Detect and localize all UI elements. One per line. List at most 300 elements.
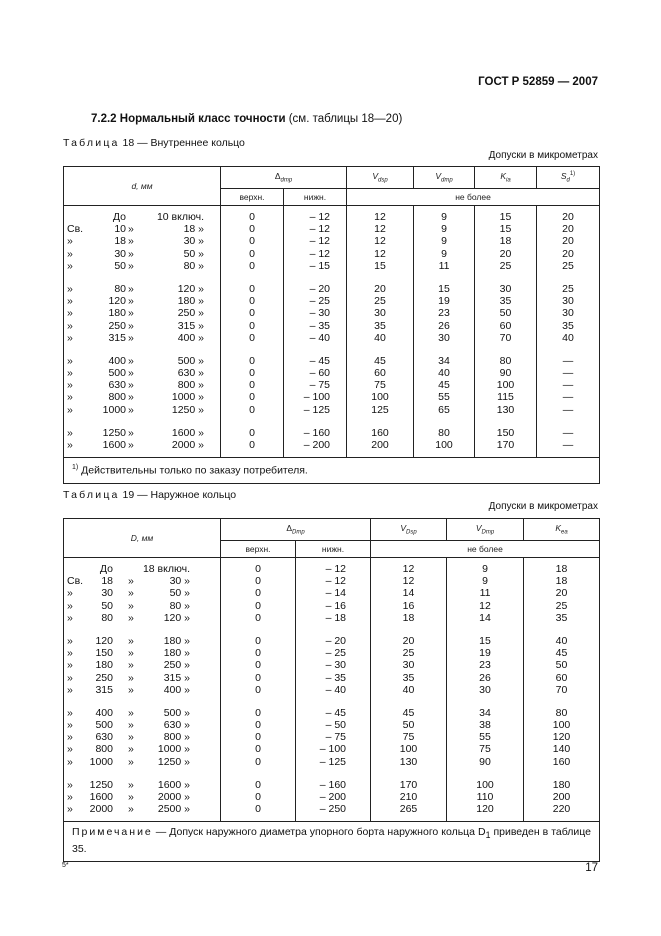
range-sep: » [128, 331, 134, 344]
table-cell: 15 [438, 282, 450, 295]
table-cell: — [562, 379, 574, 392]
table-cell: 0 [255, 755, 261, 768]
table-cell: 25 [562, 259, 574, 272]
range-line [64, 404, 220, 416]
table-cell: – 100 [303, 391, 331, 404]
range-sep: » [128, 379, 134, 392]
range-to: 1000 » [171, 391, 204, 404]
t19-body [64, 558, 600, 822]
range-from: 120 [108, 295, 126, 308]
table-cell: 12 [374, 235, 386, 248]
table-cell: – 45 [325, 706, 347, 719]
range-line [64, 684, 220, 696]
range-prefix: » [67, 671, 73, 684]
range-sep: » [128, 719, 134, 732]
range-line [64, 719, 220, 731]
table-cell: 80 [555, 706, 568, 719]
section-heading-bold: 7.2.2 Нормальный класс точности [91, 113, 286, 125]
range-line [64, 332, 220, 344]
table-cell: — [562, 391, 574, 404]
table-cell: 20 [555, 587, 568, 600]
table-cell: – 200 [303, 439, 331, 451]
table-cell: 11 [479, 587, 491, 600]
table-cell: – 25 [325, 647, 347, 660]
table-cell: 0 [255, 634, 261, 647]
table-cell: 120 [476, 803, 494, 816]
range-to: 1600 » [157, 778, 190, 791]
range-to: 630 » [177, 367, 204, 380]
range-sep: » [128, 426, 134, 439]
table-cell: — [562, 403, 574, 416]
table-cell: 200 [371, 439, 389, 451]
range-to: 2000 » [171, 439, 204, 451]
range-line [64, 743, 220, 755]
range-to: 1250 » [157, 755, 190, 768]
range-to: 180 » [163, 647, 190, 660]
range-sep: » [128, 223, 134, 236]
table-cell: – 40 [325, 683, 347, 696]
table18-caption-label: Таблица [63, 137, 120, 149]
range-from: 150 [95, 647, 113, 660]
table-cell: 30 [562, 307, 574, 320]
table-cell: 0 [255, 659, 261, 672]
range-sep: » [128, 439, 134, 451]
t18-header-vdsp: $V_{dsp}$ [347, 167, 414, 189]
t18-header-kia: $K_{ia}$ [475, 167, 537, 189]
range-sep: » [128, 307, 134, 320]
range-line [64, 283, 220, 295]
table-cell: – 75 [325, 731, 347, 744]
range-to: 50 » [183, 247, 204, 260]
range-line [64, 600, 220, 612]
range-line [64, 367, 220, 379]
range-to: 18 включ. [142, 563, 190, 575]
range-prefix: » [67, 731, 73, 744]
table-cell: 9 [441, 211, 447, 223]
table-cell: 20 [562, 223, 574, 236]
table-cell: – 12 [325, 563, 347, 575]
t18-header-sd: $S_d^{1)}$ [537, 167, 600, 189]
t18-col-vdmp [414, 206, 475, 458]
table19-caption-rest: 19 — Наружное кольцо [119, 489, 237, 501]
range-from: 50 [114, 259, 126, 272]
table-cell: 0 [255, 611, 261, 624]
range-to: 10 включ. [156, 211, 204, 223]
table-cell: – 100 [319, 743, 347, 756]
range-prefix: » [67, 282, 73, 295]
table-cell: 50 [402, 719, 415, 732]
range-prefix: » [67, 439, 73, 451]
table-cell: 40 [555, 634, 568, 647]
table-cell: – 250 [319, 803, 347, 816]
range-line [64, 391, 220, 403]
table-cell: 55 [438, 391, 450, 404]
table-cell: 150 [496, 426, 515, 439]
t19-header-lower: нижн. [296, 541, 371, 558]
range-to: 400 » [177, 331, 204, 344]
range-to: 1250 » [171, 403, 204, 416]
table-cell: 210 [399, 791, 418, 803]
range-to: 250 » [163, 659, 190, 672]
table-cell: 35 [562, 319, 574, 332]
table-cell: 0 [249, 247, 255, 260]
table-cell: 0 [255, 803, 261, 816]
range-from: 1000 [102, 403, 126, 416]
table-cell: 100 [496, 379, 515, 392]
table-cell: 12 [374, 247, 386, 260]
table-cell: – 30 [325, 659, 347, 672]
table-cell: 0 [249, 439, 255, 451]
table-cell: 12 [374, 223, 386, 236]
table-cell: – 18 [325, 611, 347, 624]
range-prefix: » [67, 743, 73, 756]
range-to: 800 » [177, 379, 204, 392]
table-cell: 26 [479, 671, 491, 684]
table-cell: 19 [479, 647, 491, 660]
range-prefix: » [67, 647, 73, 660]
table-cell: 35 [499, 295, 512, 308]
table-cell: 15 [499, 211, 512, 223]
table-cell: 20 [562, 235, 574, 248]
t18-col-range [64, 206, 221, 458]
table-cell: – 12 [309, 211, 331, 223]
range-from: 400 [108, 354, 126, 367]
table-cell: 20 [402, 634, 415, 647]
range-line [64, 295, 220, 307]
table-cell: 9 [482, 563, 488, 575]
range-line [64, 791, 220, 803]
range-from: 80 [101, 611, 113, 624]
table-cell: 265 [399, 803, 418, 816]
table-cell: 34 [479, 706, 491, 719]
range-from: 1600 [89, 791, 113, 803]
table-cell: 30 [499, 282, 512, 295]
table-cell: 0 [249, 331, 255, 344]
table-cell: 0 [255, 647, 261, 660]
table-cell: 18 [402, 611, 415, 624]
range-line [64, 707, 220, 719]
range-prefix: » [67, 367, 73, 380]
t19-col-kea [524, 558, 600, 822]
table18-units: Допуски в микрометрах [488, 150, 598, 161]
range-prefix: » [67, 634, 73, 647]
range-sep: » [128, 683, 134, 696]
table-cell: 130 [399, 755, 418, 768]
range-to: 250 » [177, 307, 204, 320]
table-cell: 0 [255, 587, 261, 600]
range-from: 1000 [89, 755, 113, 768]
table-cell: – 40 [309, 331, 331, 344]
table-cell: — [562, 354, 574, 367]
table-cell: 0 [249, 354, 255, 367]
table-cell: – 14 [325, 587, 347, 600]
table-cell: 12 [374, 211, 386, 223]
document-id: ГОСТ Р 52859 — 2007 [478, 76, 598, 88]
range-line [64, 672, 220, 684]
table-cell: 40 [562, 331, 574, 344]
table-cell: 35 [555, 611, 568, 624]
range-line [64, 563, 220, 575]
table-cell: 11 [438, 259, 450, 272]
section-heading [91, 113, 402, 125]
table-cell: 170 [399, 778, 418, 791]
range-line [64, 427, 220, 439]
table-cell: 40 [438, 367, 450, 380]
range-sep: » [128, 743, 134, 756]
range-prefix: » [67, 755, 73, 768]
table-cell: 23 [438, 307, 450, 320]
table-cell: 110 [476, 791, 494, 803]
table-cell: — [562, 439, 574, 451]
table-cell: 160 [552, 755, 571, 768]
table19-caption [63, 489, 236, 501]
table-cell: 0 [249, 295, 255, 308]
range-prefix: » [67, 426, 73, 439]
range-prefix: » [67, 587, 73, 600]
range-sep: » [128, 295, 134, 308]
range-prefix: » [67, 719, 73, 732]
t18-header-vdmp: $V_{dmp}$ [414, 167, 475, 189]
table-cell: – 160 [303, 426, 331, 439]
table-cell: 45 [402, 706, 415, 719]
range-from: 180 [108, 307, 126, 320]
table-cell: – 125 [303, 403, 331, 416]
range-from: 630 [108, 379, 126, 392]
range-sep: » [128, 367, 134, 380]
range-prefix: » [67, 791, 73, 803]
t19-header-delta: $\Delta_{Dmp}$ [221, 519, 371, 541]
range-line [64, 248, 220, 260]
range-to: 800 » [163, 731, 190, 744]
range-to: 80 » [169, 599, 190, 612]
range-prefix: » [67, 391, 73, 404]
range-prefix: Св. [67, 223, 84, 236]
range-to: 180 » [177, 295, 204, 308]
table-cell: 18 [555, 575, 568, 588]
table-cell: 0 [255, 719, 261, 732]
range-sep: » [128, 659, 134, 672]
table-cell: – 35 [309, 319, 331, 332]
t18-header-delta: $\Delta_{dmp}$ [221, 167, 347, 189]
t19-header-d: D, мм [64, 519, 221, 558]
table-cell: 60 [374, 367, 386, 380]
range-to: 1600 » [171, 426, 204, 439]
table-cell: 200 [552, 791, 571, 803]
range-sep: » [128, 706, 134, 719]
range-line [64, 756, 220, 768]
range-prefix: » [67, 706, 73, 719]
table-cell: – 35 [325, 671, 347, 684]
range-from: 2000 [89, 803, 113, 816]
table-cell: — [562, 426, 574, 439]
range-prefix: » [67, 611, 73, 624]
range-from: 800 [95, 743, 113, 756]
table-cell: 14 [402, 587, 415, 600]
range-sep: » [128, 791, 134, 803]
table-cell: 45 [438, 379, 450, 392]
table-cell: 20 [562, 247, 574, 260]
table-cell: 0 [249, 426, 255, 439]
range-from: 500 [95, 719, 113, 732]
range-to: 400 » [163, 683, 190, 696]
t18-header-upper: верхн. [221, 189, 284, 206]
range-from: 30 [114, 247, 126, 260]
range-prefix: » [67, 599, 73, 612]
range-sep: » [128, 587, 134, 600]
table-cell: 160 [371, 426, 389, 439]
range-sep: » [128, 634, 134, 647]
range-line [64, 803, 220, 815]
range-from: 250 [95, 671, 113, 684]
table-cell: – 12 [325, 575, 347, 588]
table-cell: 0 [249, 223, 255, 236]
table-cell: 25 [499, 259, 512, 272]
range-from: 1250 [102, 426, 126, 439]
table18-caption [63, 137, 245, 149]
range-prefix: » [67, 295, 73, 308]
range-to: 50 » [169, 587, 190, 600]
range-prefix: Св. [67, 575, 84, 588]
table-cell: 18 [555, 563, 568, 575]
range-to: 30 » [183, 235, 204, 248]
t18-col-vdsp [347, 206, 414, 458]
table-cell: – 15 [309, 259, 331, 272]
t18-col-kia [475, 206, 537, 458]
table-cell: 40 [402, 683, 415, 696]
t19-header-upper: верхн. [221, 541, 296, 558]
range-from: 10 [114, 223, 126, 236]
range-from: 30 [101, 587, 113, 600]
range-from: 250 [108, 319, 126, 332]
table-cell: 40 [374, 331, 386, 344]
range-line [64, 575, 220, 587]
range-to: 315 » [177, 319, 204, 332]
sheet-mark: 5* [62, 862, 69, 869]
range-to: 315 » [163, 671, 190, 684]
range-prefix: » [67, 319, 73, 332]
t19-col-vdsp [371, 558, 447, 822]
table-cell: – 200 [319, 791, 347, 803]
t19-col-upper [221, 558, 296, 822]
table-cell: 25 [374, 295, 386, 308]
table-cell: 0 [249, 367, 255, 380]
table-cell: 15 [479, 634, 491, 647]
range-to: 2000 » [157, 791, 190, 803]
table-cell: 0 [249, 307, 255, 320]
table-cell: 120 [552, 731, 571, 744]
range-to: 630 » [163, 719, 190, 732]
t19-col-lower [296, 558, 371, 822]
table-cell: 30 [479, 683, 491, 696]
table-cell: 90 [499, 367, 512, 380]
t19-note: Примечание — Допуск наружного диаметра упорного борта наружного кольца $D_1$ приведен в таблице 35. [64, 822, 600, 862]
range-from: 120 [95, 634, 113, 647]
range-from: До [112, 211, 126, 223]
range-prefix: » [67, 307, 73, 320]
range-sep: » [128, 731, 134, 744]
range-from: 315 [108, 331, 126, 344]
table-cell: — [562, 367, 574, 380]
table-cell: 20 [499, 247, 512, 260]
table-cell: 38 [479, 719, 491, 732]
table-cell: 0 [249, 391, 255, 404]
range-sep: » [128, 778, 134, 791]
range-sep: » [128, 575, 134, 588]
range-line [64, 235, 220, 247]
range-sep: » [128, 671, 134, 684]
t18-header-not-more: не более [347, 189, 600, 206]
table-cell: 50 [555, 659, 568, 672]
range-from: 500 [108, 367, 126, 380]
t18-footnote: $^{1)}$ Действительны только по заказу потребителя. [64, 458, 600, 484]
table-cell: 0 [249, 403, 255, 416]
table-cell: 0 [249, 235, 255, 248]
range-prefix: » [67, 235, 73, 248]
range-from: 315 [95, 683, 113, 696]
range-line [64, 320, 220, 332]
range-line [64, 355, 220, 367]
range-sep: » [128, 599, 134, 612]
range-prefix: » [67, 403, 73, 416]
t18-header-d: d, мм [64, 167, 221, 206]
range-from: 50 [101, 599, 113, 612]
table-cell: – 125 [319, 755, 347, 768]
range-from: 18 [114, 235, 126, 248]
table-cell: 100 [371, 391, 389, 404]
table-cell: 25 [402, 647, 415, 660]
range-line [64, 659, 220, 671]
table-cell: 0 [249, 282, 255, 295]
range-prefix: » [67, 683, 73, 696]
range-from: 180 [95, 659, 113, 672]
table-cell: 0 [255, 791, 261, 803]
table-cell: 170 [496, 439, 515, 451]
range-to: 180 » [163, 634, 190, 647]
table-cell: 26 [438, 319, 450, 332]
table-cell: 0 [249, 379, 255, 392]
table-cell: 30 [374, 307, 386, 320]
t19-col-range [64, 558, 221, 822]
range-sep: » [128, 319, 134, 332]
table19-units: Допуски в микрометрах [488, 501, 598, 512]
table-cell: – 16 [325, 599, 347, 612]
table-cell: – 20 [325, 634, 347, 647]
range-from: 400 [95, 706, 113, 719]
table-cell: 23 [479, 659, 491, 672]
range-sep: » [128, 354, 134, 367]
table-cell: 20 [374, 282, 386, 295]
range-sep: » [128, 403, 134, 416]
t19-header-not-more: не более [371, 541, 600, 558]
table-cell: 100 [552, 719, 571, 732]
table-cell: 30 [402, 659, 415, 672]
table-cell: 0 [249, 211, 255, 223]
range-prefix: » [67, 247, 73, 260]
range-to: 120 » [163, 611, 190, 624]
table-cell: 45 [374, 354, 386, 367]
range-prefix: » [67, 778, 73, 791]
range-sep: » [128, 803, 134, 816]
table-cell: 0 [255, 683, 261, 696]
range-prefix: » [67, 803, 73, 816]
table-cell: 15 [374, 259, 386, 272]
range-line [64, 635, 220, 647]
table-cell: 0 [249, 319, 255, 332]
range-line [64, 307, 220, 319]
t19-header-vdsp: $V_{Dsp}$ [371, 519, 447, 541]
table-cell: – 12 [309, 235, 331, 248]
table-cell: – 12 [309, 223, 331, 236]
